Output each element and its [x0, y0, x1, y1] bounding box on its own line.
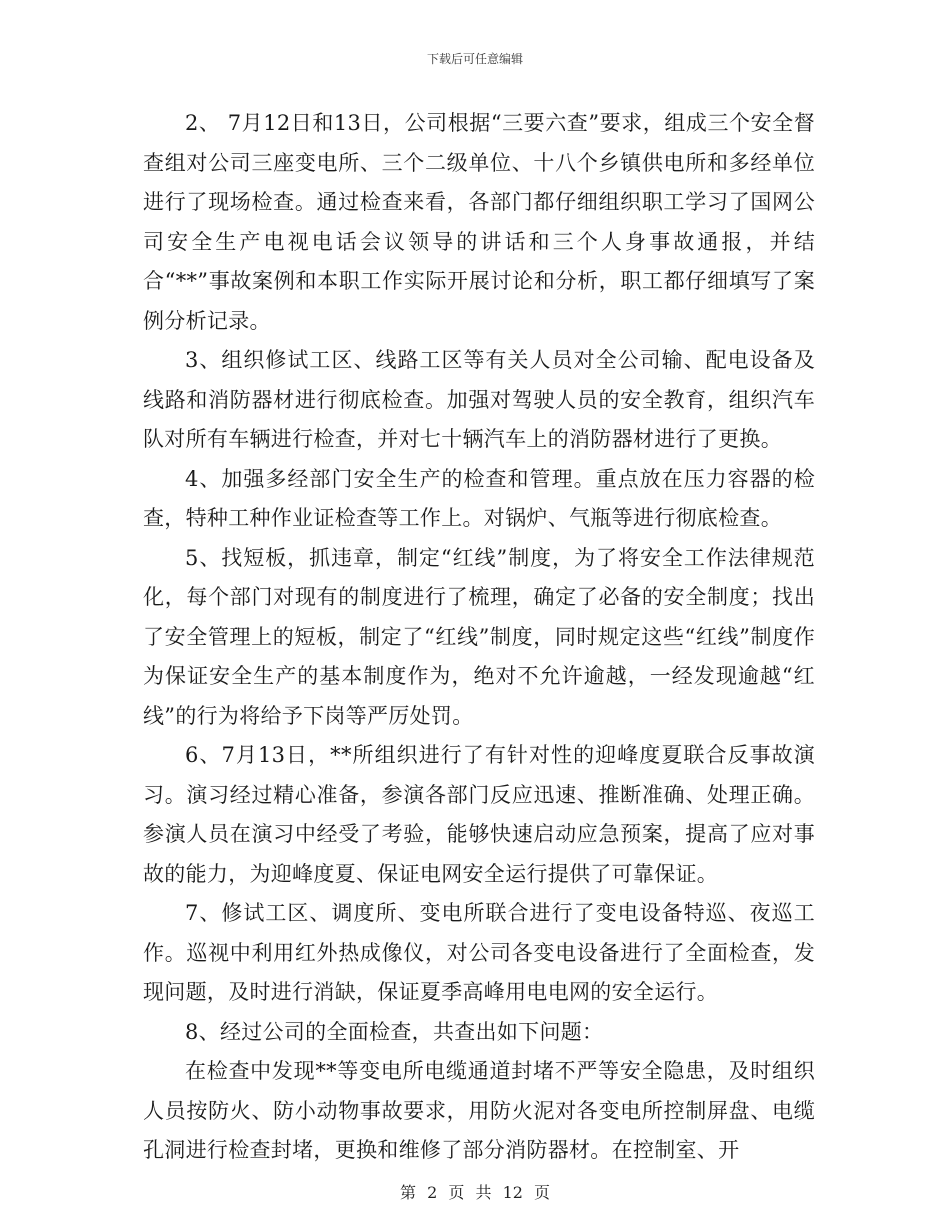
footer-ye-end: 页: [534, 1183, 551, 1202]
paragraph-item-5: 5、找短板，抓违章，制定“红线”制度，为了将安全工作法律规范化，每个部门对现有的制度进行了梳理，确定了必备的安全制度；找出了安全管理上的短板，制定了“红线”制度，同时规定这些“红线”制度作为保证安全生产的基本制度作为，绝对不允许逾越，一经发现逾越“红线”的行为将给予下岗等严厉处罚。: [143, 545, 815, 728]
paragraph-item-2: 2、 7月12日和13日，公司根据“三要六查”要求，组成三个安全督查组对公司三座变电所、三个二级单位、十八个乡镇供电所和多经单位进行了现场检查。通过检查来看，各部门都仔细组织职工学习了国网公司安全生产电视电话会议领导的讲话和三个人身事故通报，并结合“**”事故案例和本职工作实际开展讨论和分析，职工都仔细填写了案例分析记录。: [143, 111, 815, 333]
paragraph-item-3: 3、组织修试工区、线路工区等有关人员对全公司输、配电设备及线路和消防器材进行彻底检查。加强对驾驶人员的安全教育，组织汽车队对所有车辆进行检查，并对七十辆汽车上的消防器材进行了更换。: [143, 348, 815, 451]
paragraph-item-7: 7、修试工区、调度所、变电所联合进行了变电设备特巡、夜巡工作。巡视中利用红外热成像仪，对公司各变电设备进行了全面检查，发现问题，及时进行消缺，保证夏季高峰用电电网的安全运行。: [143, 901, 815, 1004]
paragraph-findings: 在检查中发现**等变电所电缆通道封堵不严等安全隐患，及时组织人员按防火、防小动物事故要求，用防火泥对各变电所控制屏盘、电缆孔洞进行检查封堵，更换和维修了部分消防器材。在控制室、开: [143, 1059, 815, 1162]
paragraph-item-8: 8、经过公司的全面检查，共查出如下问题：: [185, 1019, 604, 1044]
footer-di: 第: [399, 1183, 416, 1202]
paragraph-item-4: 4、加强多经部门安全生产的检查和管理。重点放在压力容器的检查，特种工种作业证检查等工作上。对锅炉、气瓶等进行彻底检查。: [143, 466, 815, 530]
page-footer: [0, 1180, 950, 1203]
header-note: 下载后可任意编辑: [426, 52, 523, 66]
footer-gong: 共: [475, 1183, 492, 1202]
footer-ye: 页: [448, 1183, 465, 1202]
paragraph-item-6: 6、7月13日，**所组织进行了有针对性的迎峰度夏联合反事故演习。演习经过精心准备，参演各部门反应迅速、推断准确、处理正确。参演人员在演习中经受了考验，能够快速启动应急预案，提高了应对事故的能力，为迎峰度夏、保证电网安全运行提供了可靠保证。: [143, 743, 815, 886]
total-page-count: 12: [502, 1183, 523, 1202]
current-page-number: 2: [427, 1183, 438, 1202]
document-body: [143, 104, 815, 1171]
